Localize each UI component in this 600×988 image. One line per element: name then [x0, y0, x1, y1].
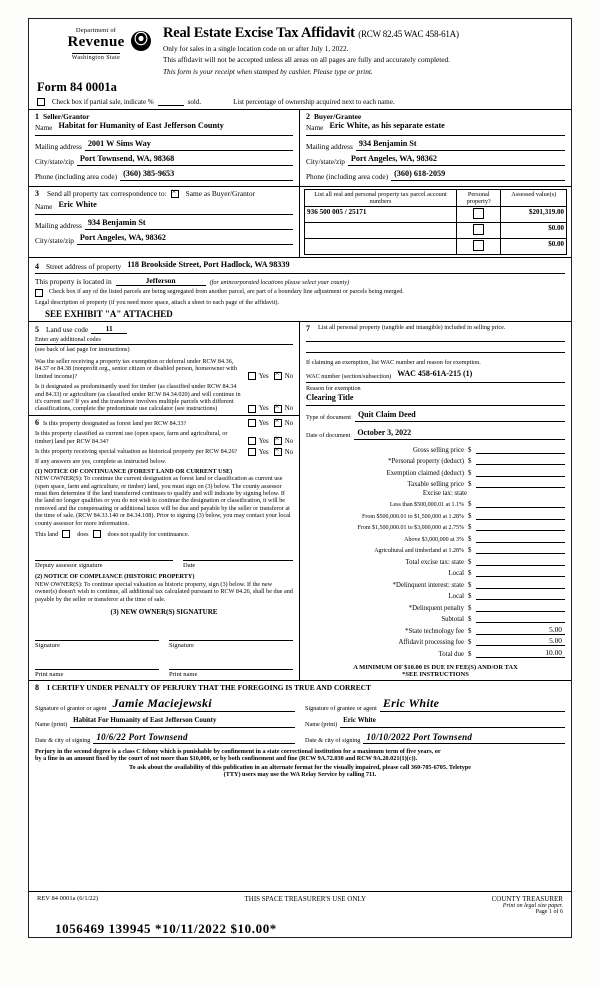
table-row [305, 207, 567, 223]
form-title-text: Real Estate Excise Tax Affidavit [163, 25, 355, 41]
buyer-mailing-label: Mailing address [306, 142, 353, 152]
grantor-name-label: Name (print) [35, 720, 68, 728]
page-number: Page 1 of 6 [535, 909, 563, 915]
section7-num: 7 [306, 323, 310, 333]
bracket3-value[interactable] [476, 521, 565, 531]
located-in-label: This property is located in [35, 277, 112, 287]
grantee-signature[interactable]: Eric White [380, 696, 565, 712]
q-predominant-yes-checkbox[interactable] [248, 405, 256, 413]
reason-exemption-label: Reason for exemption [306, 385, 361, 393]
answers-note: If any answers are yes, complete as instructed below. [35, 458, 167, 466]
q-predominant-use-text: Is it designated as predominantly used for timber (as classified under RCW 84.34 and 84.33) or agriculture (as classified under RCW 84.34.020) and will continue in it's current use? If yes and the transferee involves multiple parcels with different classifications, complete the predominate use calculator (see instructions) [35, 383, 241, 413]
bracket1-label: Less than $500,000.01 at 1.1% [389, 502, 464, 509]
bracket1-value[interactable] [476, 498, 565, 508]
buyer-name-label: Name [306, 123, 324, 133]
minimum-due-note: A MINIMUM OF $10.00 IS DUE IN FEE(S) AND/OR TAX [353, 663, 518, 671]
dept-line3: Washington State [71, 54, 121, 61]
new-owner-printname-line-2[interactable] [169, 657, 293, 670]
legal-desc-label: Legal description of property (if you need more space, attach a sheet to each page of the affidavit). [35, 299, 280, 307]
header-sub3: This form is your receipt when stamped by cashier. Please type or print. [163, 66, 373, 76]
partial-sale-row [29, 95, 571, 109]
segregation-label: Check box if any of the listed parcels are being segregated from another parcel, are part of a boundary line adjustment or parcels being merged. [49, 288, 404, 296]
docdate-label: Date of document [306, 432, 351, 440]
buyer-citystate-label: City/state/zip [306, 157, 345, 167]
gross-value[interactable] [476, 444, 565, 454]
parcel-value-0: $201,319.00 [501, 207, 567, 223]
seller-mailing[interactable]: 2001 W Sims Way [85, 139, 293, 151]
total-due-label: Total due [438, 650, 464, 658]
header-sub2: This affidavit will not be accepted unless all areas on all pages are fully and accurately completed. [163, 55, 450, 65]
certification-title: I CERTIFY UNDER PENALTY OF PERJURY THAT THE FOREGOING IS TRUE AND CORRECT [47, 682, 371, 692]
new-owner-signature-title: (3) NEW OWNER(S) SIGNATURE [110, 607, 218, 616]
grantee-sig-label: Signature of grantee or agent [305, 704, 377, 712]
corr-citystate[interactable]: Port Angeles, WA, 98362 [77, 233, 293, 245]
county-value[interactable]: Jefferson [116, 276, 206, 286]
dept-line1: Department of [75, 27, 117, 34]
delinq-interest-value[interactable] [476, 579, 565, 589]
same-as-buyer-label: Same as Buyer/Grantor [185, 189, 256, 199]
delinq-local-value[interactable] [476, 590, 565, 600]
personal-property-checkbox-0[interactable] [473, 208, 484, 219]
subtotal-label: Subtotal [441, 616, 464, 624]
bracket2-label: From $500,000.01 to $1,500,000 at 1.28% [362, 513, 464, 520]
grantee-date[interactable]: 10/10/2022 Port Townsend [363, 732, 565, 744]
exemption-claim-label: If claiming an exemption, list WAC number and reason for exemption. [306, 358, 481, 366]
property-address-section [29, 258, 571, 320]
buyer-citystate[interactable]: Port Angeles, WA, 98362 [348, 154, 565, 166]
seller-phone-label: Phone (including area code) [35, 172, 118, 182]
notice-continuance-title: (1) NOTICE OF CONTINUANCE (FOREST LAND OR CURRENT USE) [35, 467, 233, 475]
deputy-assessor-signature-line[interactable] [35, 548, 173, 561]
bracket4-label: Above $3,000,000 at 3% [404, 536, 464, 543]
new-owner-signature-label-2: Signature [169, 641, 194, 649]
segregation-checkbox[interactable] [35, 289, 43, 297]
personal-property-checkbox-1[interactable] [473, 224, 484, 235]
q-historic-text: Is this property receiving special valuation as historical property per RCW 84.26? [35, 448, 238, 456]
form-title-rcw: (RCW 82.45 WAC 458-61A) [358, 29, 459, 39]
buyer-phone-label: Phone (including area code) [306, 172, 389, 182]
perjury-line-4: (TTY) users may use the WA Relay Service by calling 711. [223, 771, 377, 779]
rev-number: REV 84 0001a (6/1/22) [37, 895, 99, 902]
section3-num: 3 [35, 189, 39, 199]
grantee-name-label: Name (print) [305, 720, 338, 728]
classification-and-tax-section [29, 322, 571, 680]
perjury-line-3: To ask about the availability of this publication in an alternate format for the visually impaired, please call 360-705-6705. Teletype [128, 763, 472, 771]
does-qualify-checkbox[interactable] [62, 530, 70, 538]
thisland-label: This land [35, 530, 59, 538]
total-state-label: Total excise tax: state [405, 558, 464, 566]
delinq-penalty-value[interactable] [476, 602, 565, 612]
gross-label: Gross selling price [413, 446, 464, 454]
parcel-number-1[interactable] [305, 223, 457, 239]
section6-num: 6 [35, 417, 39, 427]
amounts-block: Gross selling price $ *Personal property (deduct) $ Exemption claimed (deduct) $ Taxable selling price $ Excise tax: state Less than $500,000.01 at 1.1% $ From $500,000.01 to $1,500,000 at 1.28% $ From $1,500,000.01 to $3,000,000 at 2.75% $ Above $3,000,000 at 3% $ Agricultural and timberland at 1.28% $ Total excise tax: state $ Local $ *Delinquent interest: state $ Local $ *Delinquent penalty $ Subtotal $ *State technology fee $ 5.00 Affidavit processing fee $ 5.00 Total due $ 10.00 [306, 444, 565, 658]
q-currentuse-no-checkbox[interactable] [274, 437, 282, 445]
table-row [305, 239, 567, 255]
does-not-qualify-checkbox[interactable] [93, 530, 101, 538]
grantor-date[interactable]: 10/6/22 Port Townsend [93, 732, 295, 744]
seller-name-label: Name [35, 123, 53, 133]
treasurer-space-label: THIS SPACE TREASURER'S USE ONLY [244, 895, 367, 903]
delinq-penalty-label: *Delinquent penalty [408, 604, 464, 612]
perjury-line-2: by a fine in an amount fixed by the court of not more than $10,000, or by both confinement and fine (RCW 9A.72.030 and RCW 9A.20.021(1)(c)). [35, 755, 418, 763]
parcel-col-value: Assessed value(s) [501, 190, 567, 207]
parcel-number-0[interactable]: 936 500 005 / 25171 [305, 207, 457, 223]
q-forest-text: Is this property designated as forest land per RCW 84.33? [43, 419, 187, 427]
deputy-assessor-date-label: Date [183, 562, 196, 570]
no-label: No [284, 372, 293, 380]
see-instructions-note: *SEE INSTRUCTIONS [402, 670, 469, 678]
header-sub1: Only for sales in a single location code on or after July 1, 2022. [163, 44, 349, 53]
bracket2-value[interactable] [476, 510, 565, 520]
form-number: Form 84 0001a [37, 80, 117, 95]
corr-name[interactable]: Eric White [58, 200, 97, 210]
taxable-label: Taxable selling price [407, 481, 464, 489]
grantee-date-label: Date & city of signing [305, 736, 361, 744]
perjury-line-1: Perjury in the second degree is a class C felony which is punishable by confinement in a state correctional institution for a maximum term of five years, or [35, 747, 441, 755]
q-historic-yes-checkbox[interactable] [248, 448, 256, 456]
grantee-name[interactable]: Eric White [340, 716, 565, 728]
bracket3-label: From $1,500,000.01 to $3,000,000 at 2.75% [357, 525, 464, 532]
table-row [305, 223, 567, 239]
county-treasurer-label: COUNTY TREASURER [491, 895, 563, 903]
landuse-value[interactable]: 11 [91, 324, 127, 334]
state-tech-value[interactable]: 5.00 [476, 625, 565, 635]
parties-section [29, 110, 571, 186]
seller-title: Seller/Grantor [43, 112, 90, 122]
parcel-number-2[interactable] [305, 239, 457, 255]
yes-label-3: Yes [258, 419, 269, 427]
section6-block [29, 416, 299, 680]
wac-value[interactable]: WAC 458-61A-215 (1) [397, 369, 473, 379]
section4-label: Street address of property [46, 262, 122, 272]
same-as-buyer-checkbox[interactable] [171, 190, 179, 198]
agriculture-value[interactable] [476, 544, 565, 554]
doctype-label: Type of document [306, 414, 351, 422]
buyer-num: 2 [306, 112, 310, 122]
corr-mailing[interactable]: 934 Benjamin St [85, 218, 293, 230]
dept-line2: Revenue [67, 34, 125, 51]
print-note: Print on legal size paper. [502, 903, 563, 909]
seller-citystate-label: City/state/zip [35, 157, 74, 167]
seller-phone[interactable]: (360) 385-9653 [120, 169, 293, 181]
wac-label: WAC number (section/subsection) [306, 372, 392, 380]
total-state-value[interactable] [476, 556, 565, 566]
property-address[interactable]: 118 Brookside Street, Port Hadlock, WA 98339 [127, 260, 290, 270]
buyer-phone[interactable]: (360) 618-2059 [391, 169, 565, 181]
delinq-local-label: Local [448, 593, 464, 601]
grantor-signature[interactable]: Jamie Maciejewski [109, 696, 295, 712]
affidavit-form [28, 18, 572, 938]
no-label-4: No [284, 437, 293, 445]
doesnot-label: does not qualify for continuance. [107, 530, 190, 538]
subtotal-value[interactable] [476, 613, 565, 623]
partial-sale-input[interactable] [158, 97, 184, 106]
yes-label-5: Yes [258, 448, 269, 456]
partial-sale-label: Check box if partial sale, indicate % [52, 97, 154, 106]
docdate-value[interactable]: October 3, 2022 [354, 428, 565, 440]
parcel-value-1: $0.00 [501, 223, 567, 239]
local-value[interactable] [476, 567, 565, 577]
doctype-value[interactable]: Quit Claim Deed [355, 410, 565, 422]
state-tech-label: *State technology fee [405, 627, 464, 635]
section3-text: Send all property tax correspondence to: [47, 189, 167, 199]
new-owner-signature-line-2[interactable] [169, 628, 293, 641]
q-exemption-yes-checkbox[interactable] [248, 372, 256, 380]
parcel-heading: List all real and personal property tax parcel account numbers [305, 190, 457, 207]
seller-num: 1 [35, 112, 39, 122]
parcel-table-block [300, 187, 571, 257]
corr-mailing-label: Mailing address [35, 221, 82, 231]
new-owner-signature-label-1: Signature [35, 641, 60, 649]
parcel-col-personal: Personal property? [456, 190, 501, 207]
affidavit-fee-value[interactable]: 5.00 [476, 636, 565, 646]
q-forest-yes-checkbox[interactable] [248, 419, 256, 427]
does-label: does [77, 530, 89, 538]
form-footer [29, 891, 571, 937]
parcel-table [304, 189, 567, 255]
exemption-deduct-label: Exemption claimed (deduct) [386, 469, 464, 477]
correspondence-section [29, 187, 571, 257]
delinq-interest-label: *Delinquent interest: state [392, 581, 464, 589]
local-label: Local [448, 570, 464, 578]
legal-desc-value[interactable]: SEE EXHIBIT "A" ATTACHED [45, 308, 173, 319]
personal-property-checkbox-2[interactable] [473, 240, 484, 251]
agriculture-label: Agricultural and timberland at 1.28% [374, 548, 464, 555]
no-label-2: No [284, 405, 293, 413]
notice-compliance-body: NEW OWNER(S): To continue special valuation as historic property, sign (3) below. If the new owner(s) doesn't wish to continue, all additional tax calculated pursuant to RCW 84.26, shall be due and payable by the seller or transferor at the time of sale. [35, 580, 293, 603]
new-owner-printname-label-2: Print name [169, 670, 198, 678]
grantor-name[interactable]: Habitat For Humanity of East Jefferson County [70, 716, 295, 728]
new-owner-printname-line-1[interactable] [35, 657, 159, 670]
buyer-mailing[interactable]: 934 Benjamin St [356, 139, 565, 151]
seller-name[interactable]: Habitat for Humanity of East Jefferson County [58, 121, 224, 131]
personal-prop-label: *Personal property (deduct) [388, 458, 464, 466]
corr-citystate-label: City/state/zip [35, 236, 74, 246]
reason-exemption-value[interactable]: Clearing Title [306, 392, 354, 402]
yes-label-4: Yes [258, 437, 269, 445]
q-historic-no-checkbox[interactable] [274, 448, 282, 456]
affidavit-fee-label: Affidavit processing fee [398, 639, 464, 647]
revenue-swirl-icon: ⦿ [131, 31, 151, 51]
continuance-qualify-row [35, 530, 293, 538]
section4-num: 4 [35, 262, 39, 272]
grantor-sig-label: Signature of grantor or agent [35, 704, 107, 712]
bracket4-value[interactable] [476, 533, 565, 543]
seller-section [29, 110, 299, 186]
q-forest-no-checkbox[interactable] [274, 419, 282, 427]
personal-prop-value[interactable] [476, 455, 565, 465]
excise-state-label: Excise tax: state [422, 489, 467, 497]
buyer-section [300, 110, 571, 186]
no-label-3: No [284, 419, 293, 427]
section8-num: 8 [35, 682, 39, 692]
seller-citystate[interactable]: Port Townsend, WA, 98368 [77, 154, 293, 166]
deputy-assessor-signature-label: Deputy assessor signature [35, 562, 103, 570]
new-owner-printname-label-1: Print name [35, 670, 64, 678]
grantor-date-label: Date & city of signing [35, 736, 91, 744]
total-due-value[interactable]: 10.00 [476, 648, 565, 658]
section7-text: List all personal property (tangible and intangible) included in selling price. [318, 323, 506, 331]
taxable-value[interactable] [476, 478, 565, 488]
q-currentuse-text: Is this property classified as current use (open space, farm and agricultural, or timber) land per RCW 84.34? [35, 430, 228, 445]
notice-continuance-body: NEW OWNER(S): To continue the current designation as forest land or classification as current use (open space, farm and agriculture, or timber) land, you must sign on (3) below. The county assessor must then determine if the land transferred continues to qualify and will indicate by signing below. If the land no longer qualifies or you do not wish to continue the designation or classification, it will be removed and the compensating or additional taxes will be due and payable by the seller or transferor at the time of sale. (RCW 84.33.140 or 84.34.108). Prior to signing (3) below, you may contact your local county assessor for more information. [35, 475, 291, 527]
corr-name-label: Name [35, 202, 53, 212]
located-note: (for unincorporated locations please select your county) [209, 279, 350, 287]
page-title [163, 25, 563, 42]
additional-codes-label: Enter any additional codes [35, 335, 101, 343]
form-header [29, 19, 571, 78]
certification-section [29, 681, 571, 781]
no-label-5: No [284, 448, 293, 456]
yes-label-2: Yes [258, 405, 269, 413]
partial-sale-tail: sold. [187, 97, 202, 106]
parcel-value-2: $0.00 [501, 239, 567, 255]
new-owner-signature-line-1[interactable] [35, 628, 159, 641]
q-exemption-no-checkbox[interactable] [274, 372, 282, 380]
q-exemption-text: Was the seller receiving a property tax exemption or deferral under RCW 84.36, 84.37 or 84.38 (nonprofit org., senior citizen or disabled person, homeowner with limited income)? [35, 357, 237, 380]
deputy-assessor-date-line[interactable] [183, 548, 293, 561]
title-block [155, 25, 563, 76]
q-predominant-no-checkbox[interactable] [274, 405, 282, 413]
exemption-deduct-value[interactable] [476, 467, 565, 477]
q-currentuse-yes-checkbox[interactable] [248, 437, 256, 445]
treasurer-stamp: 1056469 139945 *10/11/2022 $10.00* [55, 921, 277, 936]
partial-sale-checkbox[interactable] [37, 98, 45, 106]
yes-label: Yes [258, 372, 269, 380]
buyer-title: Buyer/Grantee [314, 112, 362, 122]
landuse-label: Land use code [46, 324, 89, 334]
seller-mailing-label: Mailing address [35, 142, 82, 152]
section5-num: 5 [35, 324, 39, 334]
see-back-note: (see back of last page for instructions) [35, 346, 130, 354]
notice-compliance-title: (2) NOTICE OF COMPLIANCE (HISTORIC PROPERTY) [35, 573, 195, 581]
partial-sale-note: List percentage of ownership acquired next to each name. [233, 97, 395, 106]
buyer-name[interactable]: Eric White, as his separate estate [329, 121, 445, 131]
agency-block [37, 25, 155, 62]
